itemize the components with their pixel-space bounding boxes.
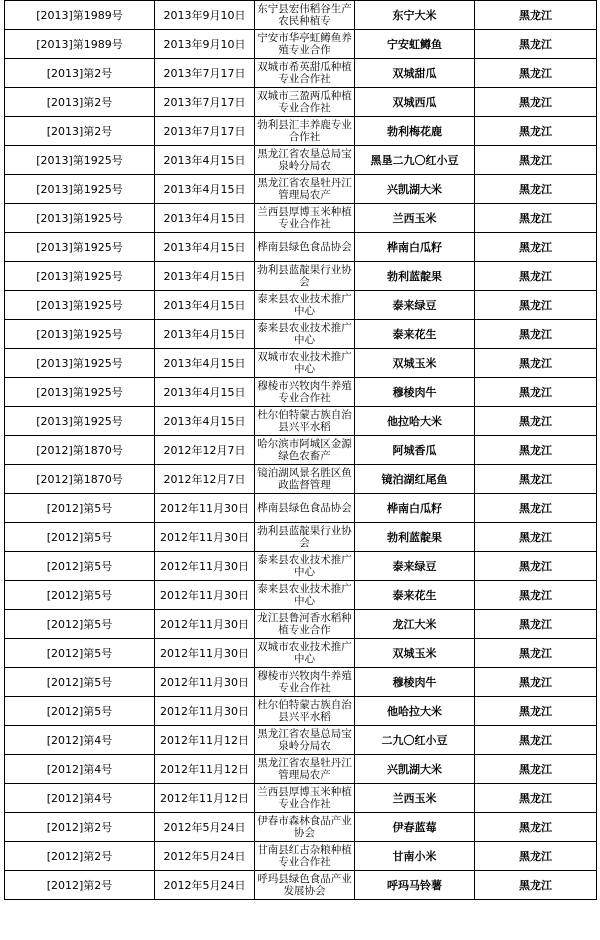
applicant-unit-cell: [255, 262, 355, 291]
province-cell: 黑龙江: [475, 610, 597, 639]
applicant-unit-cell: [255, 30, 355, 59]
doc-number-cell: [2013]第2号: [5, 117, 155, 146]
table-row: [5, 407, 597, 436]
province-cell: 黑龙江: [475, 552, 597, 581]
product-name-cell: 二九〇红小豆: [355, 726, 475, 755]
province-cell: 黑龙江: [475, 784, 597, 813]
applicant-unit-text: 宁安市华亭虹鳟鱼养殖专业合作: [257, 32, 352, 56]
table-row: [5, 291, 597, 320]
applicant-unit-cell: [255, 639, 355, 668]
approval-date-cell: 2012年11月30日: [155, 639, 255, 668]
table-row: [5, 175, 597, 204]
product-name-cell: 黑垦二九〇红小豆: [355, 146, 475, 175]
applicant-unit-cell: [255, 610, 355, 639]
applicant-unit-text: 穆棱市兴牧肉牛养殖专业合作社: [257, 380, 352, 404]
doc-number-cell: [2013]第2号: [5, 88, 155, 117]
province-cell: 黑龙江: [475, 494, 597, 523]
product-name-cell: 穆棱肉牛: [355, 378, 475, 407]
doc-number-cell: [2013]第1989号: [5, 30, 155, 59]
table-row: [5, 204, 597, 233]
approval-date-cell: 2012年5月24日: [155, 871, 255, 900]
applicant-unit-cell: [255, 204, 355, 233]
table-row: [5, 610, 597, 639]
product-name-cell: 桦南白瓜籽: [355, 494, 475, 523]
table-row: [5, 233, 597, 262]
applicant-unit-cell: [255, 552, 355, 581]
approval-date-cell: 2013年4月15日: [155, 320, 255, 349]
approval-date-cell: 2013年4月15日: [155, 407, 255, 436]
province-cell: 黑龙江: [475, 755, 597, 784]
applicant-unit-text: 勃利县蓝靛果行业协会: [257, 525, 352, 549]
applicant-unit-cell: [255, 871, 355, 900]
applicant-unit-cell: [255, 494, 355, 523]
province-cell: 黑龙江: [475, 813, 597, 842]
product-name-cell: 泰来花生: [355, 581, 475, 610]
product-name-cell: 龙江大米: [355, 610, 475, 639]
approval-date-cell: 2012年11月30日: [155, 494, 255, 523]
applicant-unit-text: 哈尔滨市阿城区金源绿色农畜产: [257, 438, 352, 462]
applicant-unit-text: 双城市农业技术推广中心: [257, 641, 352, 665]
approval-date-cell: 2013年7月17日: [155, 117, 255, 146]
table-row: [5, 871, 597, 900]
province-cell: 黑龙江: [475, 204, 597, 233]
province-cell: 黑龙江: [475, 1, 597, 30]
doc-number-cell: [2013]第1925号: [5, 349, 155, 378]
applicant-unit-cell: [255, 117, 355, 146]
approval-date-cell: 2013年7月17日: [155, 59, 255, 88]
table-row: [5, 262, 597, 291]
table-row: [5, 30, 597, 59]
doc-number-cell: [2013]第1925号: [5, 233, 155, 262]
table-row: [5, 639, 597, 668]
doc-number-cell: [2013]第1925号: [5, 291, 155, 320]
table-row: [5, 436, 597, 465]
applicant-unit-cell: [255, 842, 355, 871]
doc-number-cell: [2012]第5号: [5, 639, 155, 668]
approval-date-cell: 2013年4月15日: [155, 175, 255, 204]
approval-date-cell: 2013年9月10日: [155, 1, 255, 30]
applicant-unit-cell: [255, 59, 355, 88]
product-name-cell: 双城玉米: [355, 639, 475, 668]
table-row: [5, 842, 597, 871]
doc-number-cell: [2013]第1925号: [5, 146, 155, 175]
province-cell: 黑龙江: [475, 639, 597, 668]
table-body: [5, 1, 597, 900]
product-name-cell: 伊春蓝莓: [355, 813, 475, 842]
approval-date-cell: 2013年4月15日: [155, 349, 255, 378]
province-cell: 黑龙江: [475, 59, 597, 88]
applicant-unit-cell: [255, 755, 355, 784]
table-row: [5, 1, 597, 30]
product-name-cell: 他拉哈大米: [355, 407, 475, 436]
table-row: [5, 465, 597, 494]
applicant-unit-text: 黑龙江省农垦总局宝泉岭分局农: [257, 728, 352, 752]
applicant-unit-cell: [255, 88, 355, 117]
table-row: [5, 697, 597, 726]
doc-number-cell: [2012]第5号: [5, 523, 155, 552]
applicant-unit-cell: [255, 465, 355, 494]
product-name-cell: 宁安虹鳟鱼: [355, 30, 475, 59]
doc-number-cell: [2013]第1925号: [5, 320, 155, 349]
doc-number-cell: [2012]第5号: [5, 552, 155, 581]
applicant-unit-cell: [255, 1, 355, 30]
approval-date-cell: 2012年11月12日: [155, 726, 255, 755]
applicant-unit-cell: [255, 436, 355, 465]
approval-date-cell: 2013年4月15日: [155, 262, 255, 291]
doc-number-cell: [2012]第2号: [5, 871, 155, 900]
table-row: [5, 552, 597, 581]
product-name-cell: 阿城香瓜: [355, 436, 475, 465]
doc-number-cell: [2012]第5号: [5, 581, 155, 610]
province-cell: 黑龙江: [475, 349, 597, 378]
approval-date-cell: 2012年11月30日: [155, 610, 255, 639]
table-row: [5, 146, 597, 175]
applicant-unit-text: 泰来县农业技术推广中心: [257, 554, 352, 578]
table-row: [5, 494, 597, 523]
province-cell: 黑龙江: [475, 146, 597, 175]
province-cell: 黑龙江: [475, 378, 597, 407]
doc-number-cell: [2013]第1925号: [5, 378, 155, 407]
province-cell: 黑龙江: [475, 523, 597, 552]
product-name-cell: 泰来绿豆: [355, 291, 475, 320]
province-cell: 黑龙江: [475, 117, 597, 146]
doc-number-cell: [2012]第1870号: [5, 465, 155, 494]
province-cell: 黑龙江: [475, 726, 597, 755]
approval-date-cell: 2012年11月30日: [155, 523, 255, 552]
product-name-cell: 穆棱肉牛: [355, 668, 475, 697]
approval-date-cell: 2012年12月7日: [155, 465, 255, 494]
table-row: [5, 59, 597, 88]
province-cell: 黑龙江: [475, 88, 597, 117]
approval-date-cell: 2013年4月15日: [155, 291, 255, 320]
applicant-unit-cell: [255, 291, 355, 320]
applicant-unit-text: 穆棱市兴牧肉牛养殖专业合作社: [257, 670, 352, 694]
applicant-unit-cell: [255, 726, 355, 755]
table-row: [5, 349, 597, 378]
approval-date-cell: 2013年4月15日: [155, 378, 255, 407]
doc-number-cell: [2012]第5号: [5, 494, 155, 523]
applicant-unit-text: 镜泊湖风景名胜区鱼政监督管理: [257, 467, 352, 491]
product-name-cell: 兰西玉米: [355, 204, 475, 233]
doc-number-cell: [2012]第4号: [5, 726, 155, 755]
approval-date-cell: 2012年11月12日: [155, 784, 255, 813]
product-name-cell: 兰西玉米: [355, 784, 475, 813]
applicant-unit-text: 泰来县农业技术推广中心: [257, 293, 352, 317]
applicant-unit-text: 勃利县蓝靛果行业协会: [257, 264, 352, 288]
approval-date-cell: 2013年4月15日: [155, 204, 255, 233]
approval-date-cell: 2013年7月17日: [155, 88, 255, 117]
applicant-unit-cell: [255, 233, 355, 262]
applicant-unit-text: 泰来县农业技术推广中心: [257, 583, 352, 607]
doc-number-cell: [2012]第1870号: [5, 436, 155, 465]
applicant-unit-text: 甘南县红古杂粮种植专业合作社: [257, 844, 352, 868]
applicant-unit-cell: [255, 813, 355, 842]
doc-number-cell: [2012]第4号: [5, 755, 155, 784]
applicant-unit-text: 泰来县农业技术推广中心: [257, 322, 352, 346]
table-row: [5, 581, 597, 610]
applicant-unit-text: 兰西县厚博玉米种植专业合作社: [257, 786, 352, 810]
product-name-cell: 双城玉米: [355, 349, 475, 378]
approval-date-cell: 2012年12月7日: [155, 436, 255, 465]
product-name-cell: 东宁大米: [355, 1, 475, 30]
doc-number-cell: [2013]第1989号: [5, 1, 155, 30]
product-name-cell: 双城西瓜: [355, 88, 475, 117]
province-cell: 黑龙江: [475, 871, 597, 900]
product-name-cell: 呼玛马铃薯: [355, 871, 475, 900]
product-name-cell: 兴凯湖大米: [355, 175, 475, 204]
approval-date-cell: 2013年4月15日: [155, 233, 255, 262]
product-name-cell: 兴凯湖大米: [355, 755, 475, 784]
product-name-cell: 双城甜瓜: [355, 59, 475, 88]
doc-number-cell: [2012]第4号: [5, 784, 155, 813]
doc-number-cell: [2012]第2号: [5, 813, 155, 842]
approval-date-cell: 2013年4月15日: [155, 146, 255, 175]
doc-number-cell: [2013]第1925号: [5, 407, 155, 436]
province-cell: 黑龙江: [475, 175, 597, 204]
applicant-unit-text: 双城市三盈两瓜种植专业合作社: [257, 90, 352, 114]
applicant-unit-text: 勃利县汇丰养鹿专业合作社: [257, 119, 352, 143]
applicant-unit-text: 黑龙江省农垦牡丹江管理局农产: [257, 177, 352, 201]
table-row: [5, 523, 597, 552]
approval-date-cell: 2012年11月30日: [155, 552, 255, 581]
table-row: [5, 755, 597, 784]
applicant-unit-cell: [255, 668, 355, 697]
applicant-unit-text: 杜尔伯特蒙古族自治县兴平水稻: [257, 699, 352, 723]
doc-number-cell: [2012]第5号: [5, 697, 155, 726]
product-name-cell: 勃利梅花鹿: [355, 117, 475, 146]
applicant-unit-text: 伊春市森林食品产业协会: [257, 815, 352, 839]
doc-number-cell: [2013]第1925号: [5, 262, 155, 291]
doc-number-cell: [2012]第5号: [5, 668, 155, 697]
applicant-unit-cell: [255, 784, 355, 813]
applicant-unit-cell: [255, 146, 355, 175]
applicant-unit-cell: [255, 349, 355, 378]
province-cell: 黑龙江: [475, 291, 597, 320]
applicant-unit-cell: [255, 175, 355, 204]
product-name-cell: 泰来绿豆: [355, 552, 475, 581]
applicant-unit-cell: [255, 581, 355, 610]
province-cell: 黑龙江: [475, 407, 597, 436]
doc-number-cell: [2013]第1925号: [5, 175, 155, 204]
province-cell: 黑龙江: [475, 436, 597, 465]
approval-date-cell: 2012年11月30日: [155, 697, 255, 726]
applicant-unit-text: 双城市希英甜瓜种植专业合作社: [257, 61, 352, 85]
product-name-cell: 他哈拉大米: [355, 697, 475, 726]
province-cell: 黑龙江: [475, 233, 597, 262]
applicant-unit-cell: [255, 697, 355, 726]
product-name-cell: 甘南小米: [355, 842, 475, 871]
table-row: [5, 320, 597, 349]
applicant-unit-text: 双城市农业技术推广中心: [257, 351, 352, 375]
province-cell: 黑龙江: [475, 697, 597, 726]
applicant-unit-cell: [255, 378, 355, 407]
province-cell: 黑龙江: [475, 320, 597, 349]
applicant-unit-text: 呼玛县绿色食品产业发展协会: [257, 873, 352, 897]
product-name-cell: 泰来花生: [355, 320, 475, 349]
applicant-unit-cell: [255, 523, 355, 552]
approval-date-cell: 2012年11月12日: [155, 755, 255, 784]
province-cell: 黑龙江: [475, 668, 597, 697]
registration-table: [4, 0, 597, 900]
province-cell: 黑龙江: [475, 30, 597, 59]
table-row: [5, 813, 597, 842]
table-row: [5, 726, 597, 755]
applicant-unit-text: 龙江县鲁河香水稻种植专业合作: [257, 612, 352, 636]
product-name-cell: 桦南白瓜籽: [355, 233, 475, 262]
province-cell: 黑龙江: [475, 842, 597, 871]
product-name-cell: 勃利蓝靛果: [355, 262, 475, 291]
applicant-unit-cell: [255, 407, 355, 436]
approval-date-cell: 2013年9月10日: [155, 30, 255, 59]
doc-number-cell: [2013]第1925号: [5, 204, 155, 233]
doc-number-cell: [2013]第2号: [5, 59, 155, 88]
applicant-unit-text: 桦南县绿色食品协会: [257, 241, 352, 253]
applicant-unit-text: 东宁县宏伟稻谷生产农民种植专: [257, 3, 352, 27]
province-cell: 黑龙江: [475, 262, 597, 291]
approval-date-cell: 2012年11月30日: [155, 581, 255, 610]
table-row: [5, 117, 597, 146]
applicant-unit-text: 兰西县厚博玉米种植专业合作社: [257, 206, 352, 230]
table-row: [5, 668, 597, 697]
approval-date-cell: 2012年11月30日: [155, 668, 255, 697]
approval-date-cell: 2012年5月24日: [155, 813, 255, 842]
province-cell: 黑龙江: [475, 465, 597, 494]
doc-number-cell: [2012]第2号: [5, 842, 155, 871]
approval-date-cell: 2012年5月24日: [155, 842, 255, 871]
applicant-unit-text: 黑龙江省农垦总局宝泉岭分局农: [257, 148, 352, 172]
applicant-unit-text: 黑龙江省农垦牡丹江管理局农产: [257, 757, 352, 781]
table-row: [5, 378, 597, 407]
applicant-unit-text: 杜尔伯特蒙古族自治县兴平水稻: [257, 409, 352, 433]
table-row: [5, 784, 597, 813]
product-name-cell: 镜泊湖红尾鱼: [355, 465, 475, 494]
table-row: [5, 88, 597, 117]
product-name-cell: 勃利蓝靛果: [355, 523, 475, 552]
province-cell: 黑龙江: [475, 581, 597, 610]
applicant-unit-cell: [255, 320, 355, 349]
doc-number-cell: [2012]第5号: [5, 610, 155, 639]
applicant-unit-text: 桦南县绿色食品协会: [257, 502, 352, 514]
